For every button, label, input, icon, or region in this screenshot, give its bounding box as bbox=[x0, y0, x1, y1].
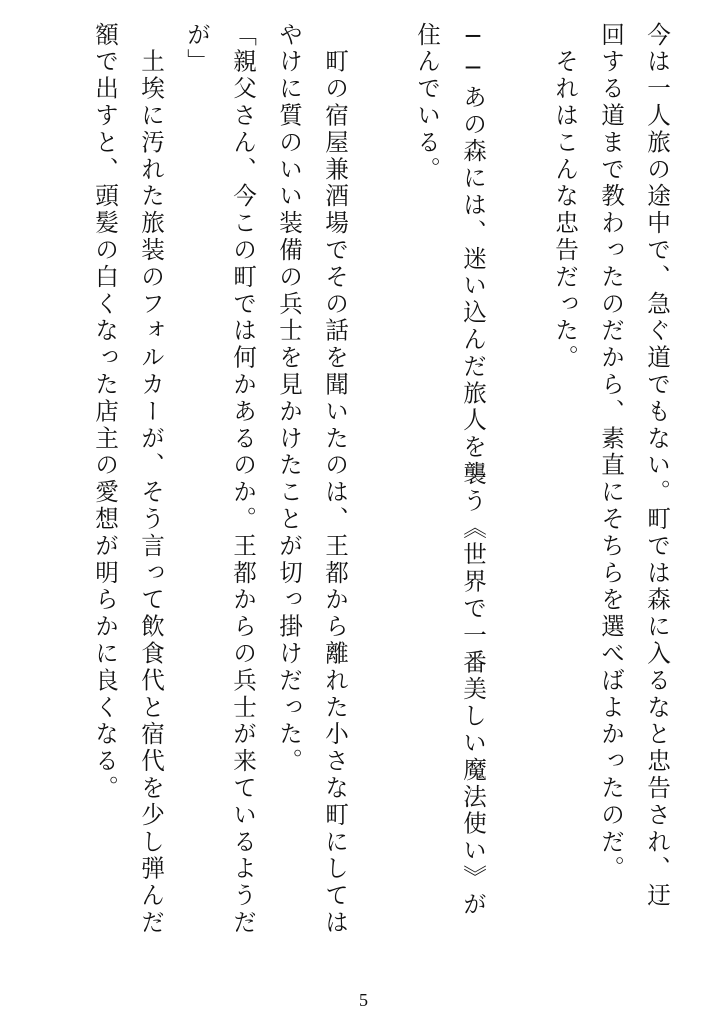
text-line-1: 今は一人旅の途中で、急ぐ道でもない。町では森に入るなと忠告され、迂 bbox=[643, 22, 671, 910]
text-line-11: が」 bbox=[183, 22, 211, 76]
page-number: 5 bbox=[359, 990, 368, 1010]
text-line-6: 住んでいる。 bbox=[413, 22, 441, 184]
text-line-4-blank bbox=[502, 22, 536, 982]
text-line-10: 「親父さん、今この町では何かあるのか。王都からの兵士が来ているようだ bbox=[229, 22, 257, 937]
text-line-9: やけに質のいい装備の兵士を見かけたことが切っ掛けだった。 bbox=[275, 22, 303, 776]
text-line-8: 町の宿屋兼酒場でその話を聞いたのは、王都から離れた小さな町にしては bbox=[321, 22, 349, 937]
text-line-13: 額で出すと、頭髪の白くなった店主の愛想が明らかに良くなる。 bbox=[91, 22, 119, 803]
text-line-3: それはこんな忠告だった。 bbox=[551, 22, 579, 372]
text-line-12: 土埃に汚れた旅装のフォルカーが、そう言って飲食代と宿代を少し弾んだ bbox=[137, 22, 165, 937]
text-line-7-blank bbox=[364, 22, 398, 982]
text-line-5: ──あの森には、迷い込んだ旅人を襲う《世界で一番美しい魔法使い》が bbox=[459, 22, 487, 919]
text-line-2: 回する道まで教わったのだから、素直にそちらを選べばよかったのだ。 bbox=[597, 22, 625, 883]
